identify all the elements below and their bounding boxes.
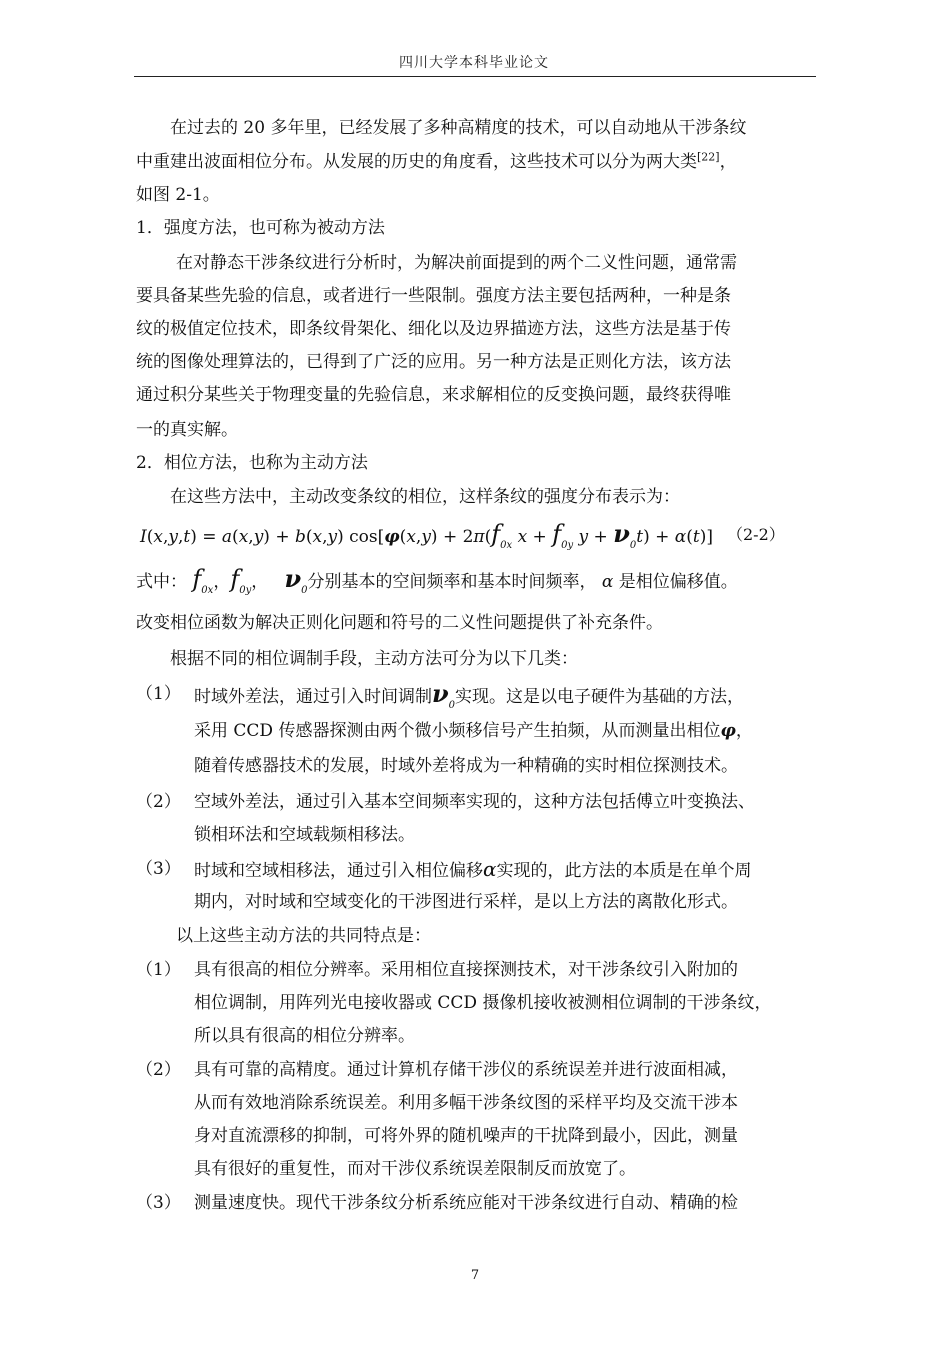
list-item-line: 时域外差法，通过引入时间调制$\nu_0$实现。这是以电子硬件为基础的方法，	[194, 679, 745, 711]
list-item-line: 空域外差法，通过引入基本空间频率实现的，这种方法包括傅立叶变换法、	[194, 792, 755, 812]
list-item-line: 具有可靠的高精度。通过计算机存储干涉仪的系统误差并进行波面相减，	[194, 1060, 738, 1080]
running-header: 四川大学本科毕业论文	[399, 55, 549, 71]
citation-ref[interactable]: [22]	[697, 150, 720, 164]
text-line: 改变相位函数为解决正则化问题和符号的二义性问题提供了补充条件。	[136, 613, 663, 633]
list-item-line: 具有很高的相位分辨率。采用相位直接探测技术，对干涉条纹引入附加的	[194, 960, 738, 980]
list-item-number: （3）	[136, 1193, 181, 1213]
text-line: 一的真实解。	[136, 420, 238, 440]
list-item-number: （1）	[136, 960, 181, 980]
text-line: 纹的极值定位技术，即条纹骨架化、细化以及边界描迹方法，这些方法是基于传	[136, 319, 731, 339]
list-item-number: （1）	[136, 684, 181, 704]
list-item-line: 相位调制，用阵列光电接收器或 CCD 摄像机接收被测相位调制的干涉条纹，	[194, 993, 772, 1013]
equation-2-2: I(x,y,t) = a(x,y) + b(x,y) $\cos[\varphi(x,y) + 2\pi(f_{0x}$ $x + f_{0y}$ $y + \nu_0t) + \alpha(t)$]	[140, 519, 713, 551]
text-line: 如图 2-1。	[136, 185, 220, 205]
section-heading: 1．强度方法，也可称为被动方法	[136, 218, 385, 238]
list-item-line: 时域和空域相移法，通过引入相位偏移α实现的，此方法的本质是在单个周	[194, 857, 752, 881]
list-item-number: （2）	[136, 1060, 181, 1080]
list-item-number: （3）	[136, 859, 181, 879]
text-line: 根据不同的相位调制手段，主动方法可分为以下几类：	[170, 649, 578, 669]
list-item-line: 身对直流漂移的抑制，可将外界的随机噪声的干扰降到最小，因此，测量	[194, 1126, 738, 1146]
list-item-line: 锁相环法和空域载频相移法。	[194, 825, 415, 845]
list-item-line: 期内，对时域和空域变化的干涉图进行采样，是以上方法的离散化形式。	[194, 892, 738, 912]
list-item-line: 随着传感器技术的发展，时域外差将成为一种精确的实时相位探测技术。	[194, 756, 738, 776]
header-rule	[134, 76, 816, 77]
list-item-line: 所以具有很高的相位分辨率。	[194, 1026, 415, 1046]
text-line: 在过去的 20 多年里，已经发展了多种高精度的技术，可以自动地从干涉条纹	[170, 118, 747, 138]
list-item-line: 测量速度快。现代干涉条纹分析系统应能对干涉条纹进行自动、精确的检	[194, 1193, 738, 1213]
text-line: 统的图像处理算法的，已得到了广泛的应用。另一种方法是正则化方法，该方法	[136, 352, 731, 372]
text-line: 在对静态干涉条纹进行分析时，为解决前面提到的两个二义性问题，通常需	[176, 253, 737, 273]
text-line: 式中： $f_{0x}$，$f_{0y}$， $\nu_0$分别基本的空间频率和基本时间频率， α 是相位偏移值。	[136, 564, 738, 596]
text-line: 要具备某些先验的信息，或者进行一些限制。强度方法主要包括两种，一种是条	[136, 286, 731, 306]
text-line: 中重建出波面相位分布。从发展的历史的角度看，这些技术可以分为两大类[22]，	[136, 150, 737, 172]
section-heading: 2．相位方法，也称为主动方法	[136, 453, 368, 473]
text-line: 通过积分某些关于物理变量的先验信息，来求解相位的反变换问题，最终获得唯	[136, 385, 731, 405]
text-line: 在这些方法中，主动改变条纹的相位，这样条纹的强度分布表示为：	[170, 487, 680, 507]
list-item-line: 采用 CCD 传感器探测由两个微小频移信号产生拍频，从而测量出相位φ，	[194, 721, 753, 741]
list-item-line: 具有很好的重复性，而对干涉仪系统误差限制反而放宽了。	[194, 1159, 636, 1179]
text-line: 以上这些主动方法的共同特点是：	[176, 926, 431, 946]
list-item-line: 从而有效地消除系统误差。利用多幅干涉条纹图的采样平均及交流干涉本	[194, 1093, 738, 1113]
list-item-number: （2）	[136, 792, 181, 812]
page-number: 7	[470, 1268, 480, 1283]
equation-number: （2-2）	[727, 525, 785, 544]
